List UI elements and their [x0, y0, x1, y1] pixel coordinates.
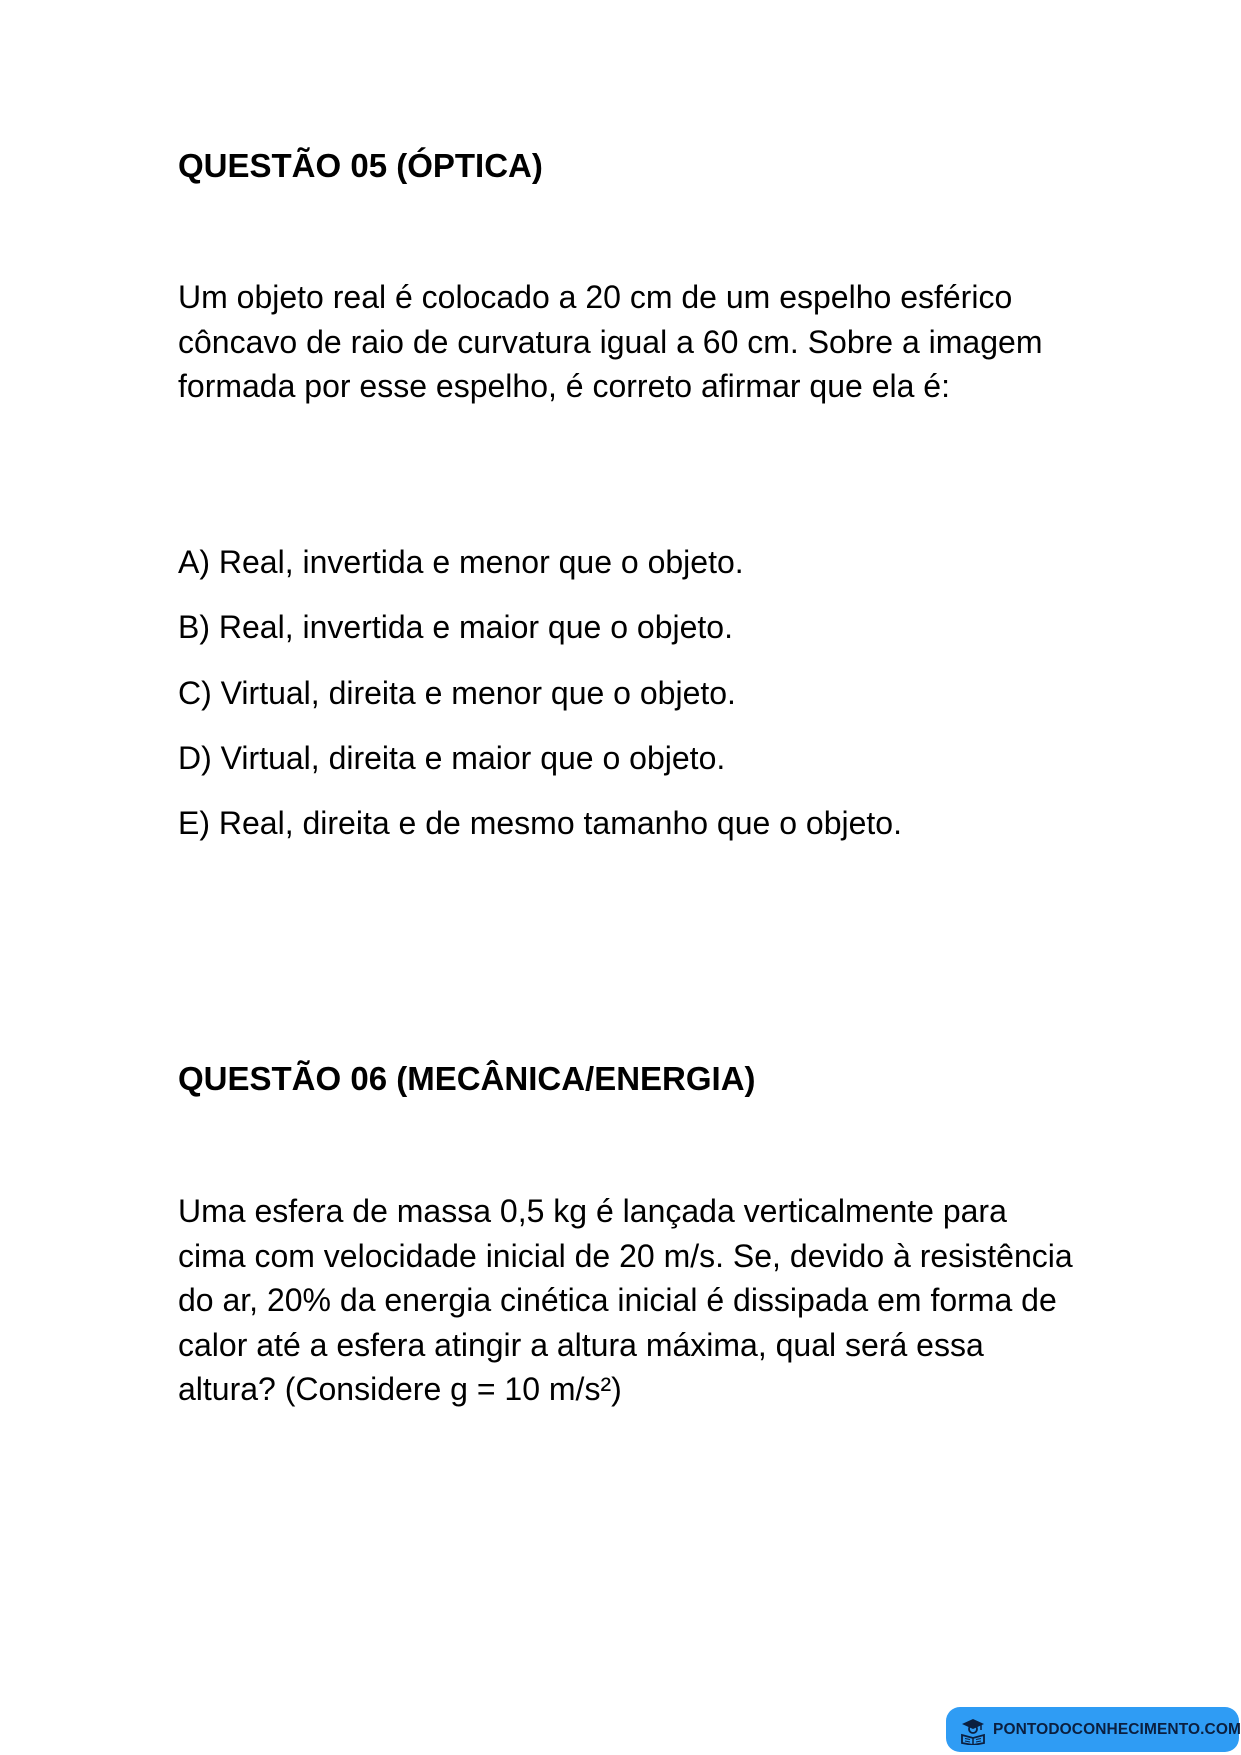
option-a: A) Real, invertida e menor que o objeto. [178, 544, 744, 580]
reader-with-book-icon [958, 1715, 988, 1745]
question-5-options [178, 538, 902, 864]
question-6-title: QUESTÃO 06 (MECÂNICA/ENERGIA) [178, 1060, 756, 1097]
option-b: B) Real, invertida e maior que o objeto. [178, 609, 733, 646]
option-c: C) Virtual, direita e menor que o objeto. [178, 674, 736, 711]
option-d: D) Virtual, direita e maior que o objeto. [178, 739, 726, 776]
site-url[interactable]: PONTODOCONHECIMENTO.COM [993, 1720, 1241, 1738]
question-5-statement: Um objeto real é colocado a 20 cm de um espelho esférico côncavo de raio de curvatura igual a 60 cm. Sobre a imagem formada por esse espelho, é correto afirmar que ela é: [178, 279, 1043, 404]
question-6-statement: Uma esfera de massa 0,5 kg é lançada verticalmente para cima com velocidade inicial de 20 m/s. Se, devido à resistência do ar, 20% da energia cinética inicial é dissipada em forma de calor até a esfera atingir a altura máxima, qual será essa altura? (Considere g = 10 m/s²) [178, 1193, 1073, 1407]
site-badge[interactable] [946, 1707, 1239, 1752]
question-5-title: QUESTÃO 05 (ÓPTICA) [178, 147, 543, 184]
option-e: E) Real, direita e de mesmo tamanho que o objeto. [178, 805, 902, 842]
